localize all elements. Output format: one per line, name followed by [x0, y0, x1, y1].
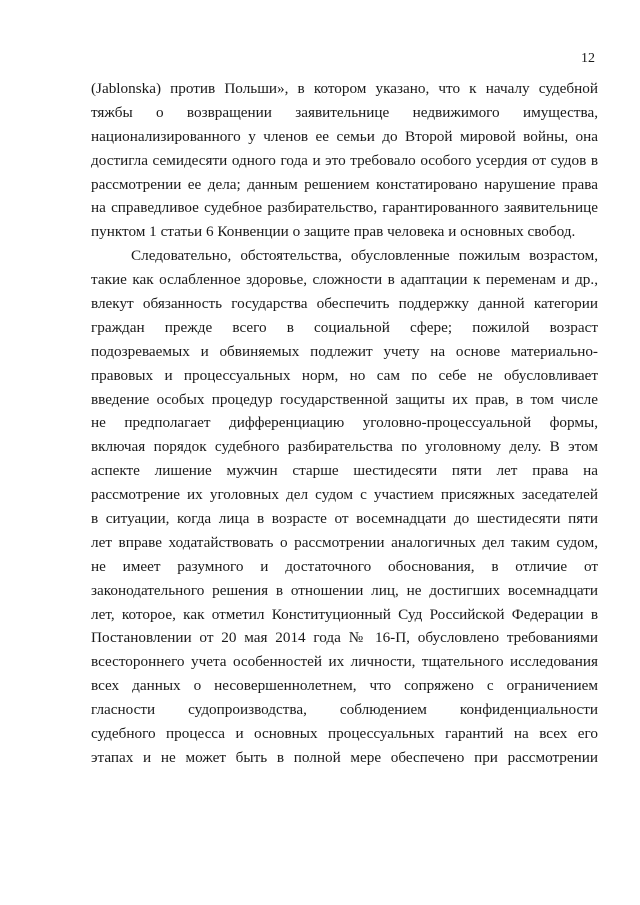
body-text [91, 77, 598, 770]
text-line: граждан прежде всего в социальной сфере; пожилой возраст [91, 318, 598, 336]
text-line: аспекте лишение мужчин старше шестидесяти пяти лет права на [91, 462, 598, 480]
paragraph-2 [91, 244, 598, 770]
paragraph-1 [91, 77, 598, 244]
text-line: влекут обязанность государства обеспечить поддержку данной категории [91, 295, 598, 313]
text-line: лет вправе ходатайствовать о рассмотрении аналогичных дел таким судом, [91, 533, 598, 551]
text-line: рассмотрении ее дела; данным решением констатировано нарушение права [91, 175, 598, 193]
text-line: этапах и не может быть в полной мере обеспечено при рассмотрении [91, 748, 598, 766]
text-line: в ситуации, когда лица в возрасте от восемнадцати до шестидесяти пяти [91, 510, 598, 528]
text-line: (Jablonska) против Польши», в котором указано, что к началу судебной [91, 80, 598, 97]
text-line: на справедливое судебное разбирательство, гарантированного заявительнице [91, 199, 598, 217]
text-line: судебного процесса и основных процессуальных гарантий на всех его [91, 725, 598, 743]
text-line: национализированного у членов ее семьи до Второй мировой войны, она [91, 127, 598, 145]
page-number: 12 [581, 51, 595, 66]
text-line: Следовательно, обстоятельства, обусловленные пожилым возрастом, [131, 247, 598, 265]
text-line: лет, которое, как отметил Конституционный Суд Российской Федерации в [91, 605, 598, 623]
text-line: подозреваемых и обвиняемых подлежит учету на основе материально- [91, 342, 598, 360]
text-line: гласности судопроизводства, соблюдением конфиденциальности [91, 701, 598, 719]
text-line: не имеет разумного и достаточного обоснования, в отличие от [91, 557, 598, 575]
text-line: включая порядок судебного разбирательства по уголовному делу. В этом [91, 438, 598, 456]
text-line: законодательного решения в отношении лиц, не достигших восемнадцати [91, 581, 598, 599]
text-line: такие как ослабленное здоровье, сложности в адаптации к переменам и др., [91, 271, 598, 289]
text-line: введение особых процедур государственной защиты их прав, в том числе [91, 390, 598, 408]
text-line: всех данных о несовершеннолетнем, что сопряжено с ограничением [91, 677, 598, 695]
text-line: Постановлении от 20 мая 2014 года № 16-П, обусловлено требованиями [91, 629, 598, 647]
text-line: тяжбы о возвращении заявительнице недвижимого имущества, [91, 103, 598, 121]
text-line: всестороннего учета особенностей их личности, тщательного исследования [91, 653, 598, 671]
text-line: не предполагает дифференциацию уголовно-процессуальной формы, [91, 414, 598, 432]
text-line: пунктом 1 статьи 6 Конвенции о защите прав человека и основных свобод. [91, 223, 576, 241]
text-line: правовых и процессуальных норм, но сам по себе не обусловливает [91, 366, 598, 384]
text-line: рассмотрение их уголовных дел судом с участием присяжных заседателей [91, 486, 598, 504]
text-line: достигла семидесяти одного года и это требовало особого усердия от судов в [91, 151, 598, 169]
